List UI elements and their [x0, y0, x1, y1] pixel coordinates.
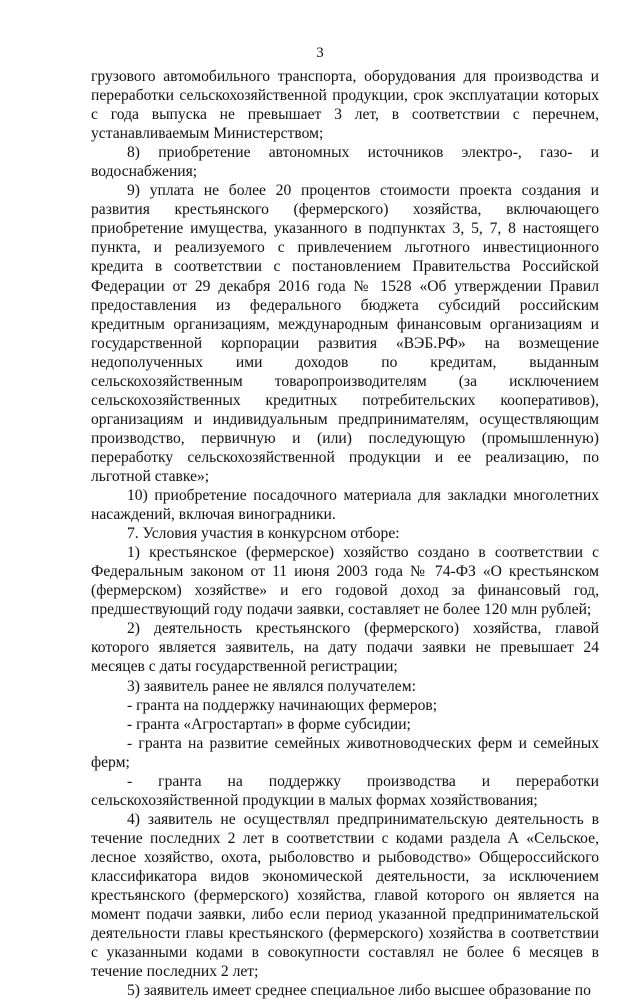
condition-3-bullet-2: - гранта «Агростартап» в форме субсидии;	[127, 715, 411, 733]
paragraph-item-10: 10) приобретение посадочного материала для закладки многолетних насаждений, включая виноградники.	[91, 487, 599, 524]
condition-1: 1) крестьянское (фермерское) хозяйство создано в соответствии с Федеральным законом от 11 июня 2003 года № 74-ФЗ «О крестьянском (фермерском) хозяйстве» и его годовой доход за финансовый год, предшествующий году подачи заявки, составляет не более 120 млн рублей;	[91, 544, 599, 619]
condition-2: 2) деятельность крестьянского (фермерского) хозяйства, главой которого является заявитель, на дату подачи заявки не превышает 24 месяцев с даты государственной регистрации;	[91, 620, 599, 676]
condition-3-bullet-4: - гранта на поддержку производства и переработки сельскохозяйственной продукции в малых формах хозяйствования;	[91, 772, 599, 809]
condition-5: 5) заявитель имеет среднее специальное либо высшее образование по	[127, 982, 591, 1000]
condition-4: 4) заявитель не осуществлял предпринимательскую деятельность в течение последних 2 лет в соответствии с кодами раздела А «Сельское, лесное хозяйство, охота, рыболовство и рыбоводство» Общероссийского классификатора видов экономической деятельности, за исключением крестьянского (фермерского) хозяйства, главой которого он является на момент подачи заявки, либо если период указанной предпринимательской деятельности главы крестьянского (фермерского) хозяйства в соответствии с указанными кодами в совокупности составлял не более 6 месяцев в течение последних 2 лет;	[91, 810, 599, 981]
condition-3-bullet-1: - гранта на поддержку начинающих фермеров;	[127, 696, 438, 714]
paragraph-continuation: грузового автомобильного транспорта, оборудования для производства и переработки сельскохозяйственной продукции, срок эксплуатации которых с года выпуска не превышает 3 лет, в соответствии с перечнем, устанавливаемым Министерством;	[91, 68, 599, 143]
section-heading-7: 7. Условия участия в конкурсном отборе:	[127, 525, 400, 543]
paragraph-item-9: 9) уплата не более 20 процентов стоимости проекта создания и развития крестьянского (фермерского) хозяйства, включающего приобретение имущества, указанного в подпунктах 3, 5, 7, 8 настоящего пункта, и реализуемого с привлечением льготного инвестиционного кредита в соответствии с постановлением Правительства Российской Федерации от 29 декабря 2016 года № 1528 «Об утверждении Правил предоставления из федерального бюджета субсидий российским кредитным организациям, международным финансовым организациям и государственной корпорации развития «ВЭБ.РФ» на возмещение недополученных ими доходов по кредитам, выданным сельскохозяйственным товаропроизводителям (за исключением сельскохозяйственных кредитных потребительских кооперативов), организациям и индивидуальным предпринимателям, осуществляющим производство, первичную и (или) последующую (промышленную) переработку сельскохозяйственной продукции и ее реализацию, по льготной ставке»;	[91, 182, 599, 485]
page-number: 3	[316, 45, 324, 61]
condition-3: 3) заявитель ранее не являлся получателем:	[127, 677, 416, 695]
paragraph-item-8: 8) приобретение автономных источников электро-, газо- и водоснабжения;	[91, 144, 599, 181]
condition-3-bullet-3: - гранта на развитие семейных животноводческих ферм и семейных ферм;	[91, 734, 599, 771]
body-text	[91, 67, 599, 1000]
